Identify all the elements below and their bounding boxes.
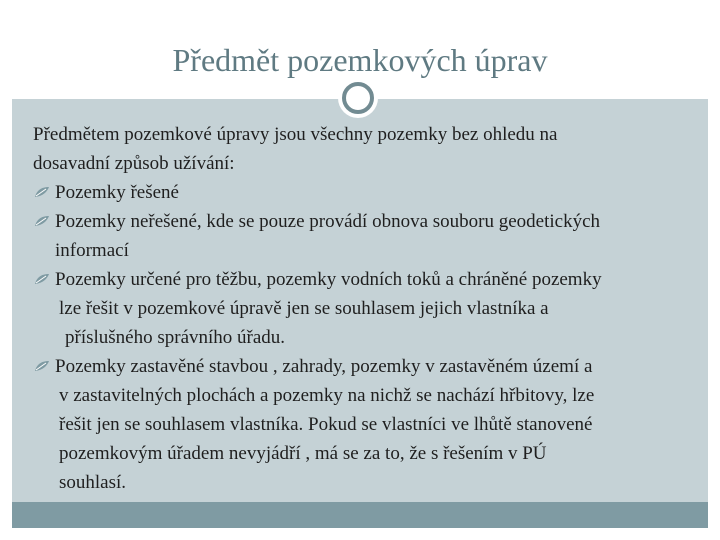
bullet-line: Pozemky určené pro těžbu, pozemky vodních toků a chráněné pozemky	[55, 269, 602, 290]
circle-ring	[342, 82, 374, 114]
circle-ornament-icon	[338, 78, 378, 118]
bullet-line: pozemkovým úřadem nevyjádří , má se za to, že s řešením v PÚ	[59, 443, 547, 464]
slide-title: Předmět pozemkových úprav	[172, 42, 548, 78]
slide-body	[33, 120, 693, 497]
bullet-line: Pozemky neřešené, kde se pouze provádí obnova souboru geodetických	[55, 211, 601, 232]
leaf-bullet-icon	[34, 265, 52, 294]
bullet-line: řešit jen se souhlasem vlastníka. Pokud se vlastníci ve lhůtě stanovené	[59, 414, 593, 435]
bullet-item	[33, 207, 693, 265]
bullet-list	[33, 178, 693, 497]
bullet-line: v zastavitelných plochách a pozemky na nichž se nachází hřbitovy, lze	[59, 385, 595, 406]
leaf-bullet-icon	[34, 352, 52, 381]
intro-line: Předmětem pozemkové úpravy jsou všechny pozemky bez ohledu na	[33, 124, 558, 145]
bullet-line: Pozemky zastavěné stavbou , zahrady, pozemky v zastavěném území a	[55, 356, 593, 377]
bullet-line: souhlasí.	[59, 472, 127, 493]
bullet-line: informací	[55, 240, 129, 261]
leaf-bullet-icon	[34, 207, 52, 236]
bullet-item	[33, 352, 693, 497]
footer-bar	[12, 502, 708, 528]
bullet-line: příslušného správního úřadu.	[65, 327, 286, 348]
bullet-item	[33, 178, 693, 207]
intro-line: dosavadní způsob užívání:	[33, 153, 235, 174]
bullet-line: lze řešit v pozemkové úpravě jen se souhlasem jejich vlastníka a	[59, 298, 549, 319]
bullet-line: Pozemky řešené	[55, 182, 179, 203]
bullet-item	[33, 265, 693, 352]
leaf-bullet-icon	[34, 178, 52, 207]
